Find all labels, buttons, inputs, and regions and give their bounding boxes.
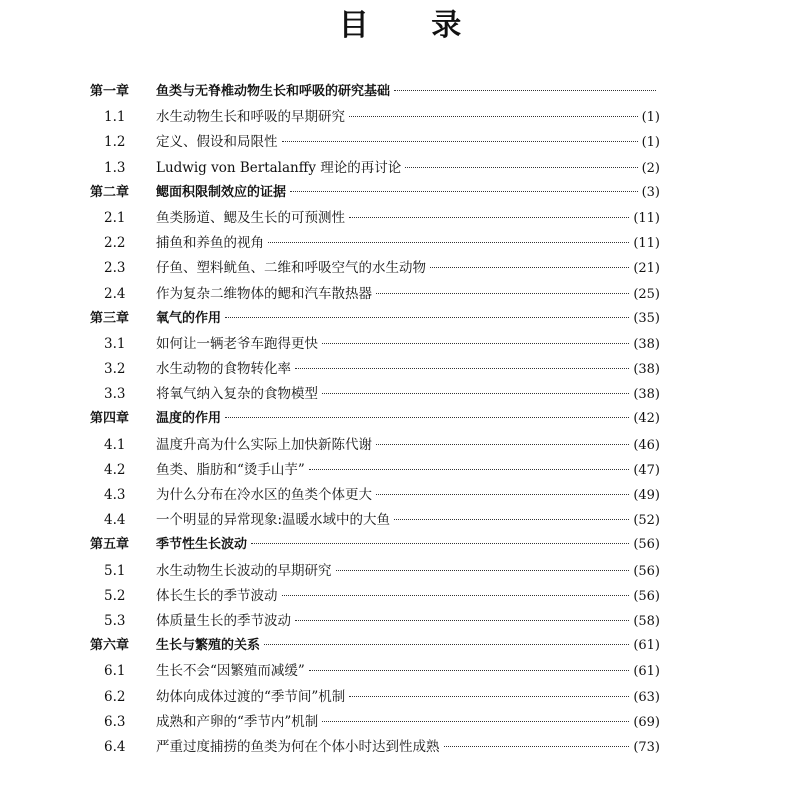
section-title: 幼体向成体过渡的“季节间”机制 (156, 688, 346, 705)
dot-leader (322, 393, 629, 394)
toc-section-row (90, 559, 660, 584)
page-number: (61) (633, 638, 660, 654)
page-number: (46) (633, 437, 660, 453)
dot-leader (251, 543, 629, 544)
dot-leader (376, 494, 629, 495)
chapter-number: 第二章 (90, 184, 130, 200)
section-title: 水生动物的食物转化率 (156, 361, 291, 378)
section-number: 6.2 (104, 688, 126, 705)
toc-section-row (90, 710, 660, 735)
page-title: 目 录 (338, 8, 488, 43)
page-number: (52) (633, 513, 660, 529)
section-number: 2.1 (104, 209, 126, 226)
page-number: (11) (633, 210, 660, 226)
page-number: (56) (633, 563, 660, 579)
page-number: (1) (641, 135, 660, 151)
page-number: (47) (633, 462, 660, 478)
chapter-number: 第六章 (90, 638, 130, 654)
section-title: 水生动物生长波动的早期研究 (156, 562, 332, 579)
toc-section-row (90, 282, 660, 307)
dot-leader (349, 217, 629, 218)
section-number: 4.3 (104, 487, 126, 503)
section-title: 捕鱼和养鱼的视角 (156, 235, 264, 252)
dot-leader (376, 293, 629, 294)
section-number: 6.3 (104, 713, 126, 730)
dot-leader (295, 620, 629, 621)
dot-leader (376, 444, 629, 445)
dot-leader (225, 317, 629, 318)
chapter-title: 生长与繁殖的关系 (156, 638, 261, 654)
page-number: (49) (633, 488, 660, 503)
section-number: 6.4 (104, 738, 126, 755)
toc-section-row (90, 357, 660, 382)
section-title: 为什么分布在冷水区的鱼类个体更大 (156, 487, 372, 503)
toc-section-row (90, 458, 660, 483)
dot-leader (394, 519, 629, 520)
section-title: 鱼类、脂肪和“烫手山芋” (156, 461, 305, 478)
page-number: (11) (633, 236, 660, 252)
chapter-number: 第五章 (90, 537, 130, 553)
dot-leader (322, 343, 629, 344)
dot-leader (282, 141, 638, 142)
toc-section-row (90, 130, 660, 155)
section-number: 3.1 (104, 335, 126, 352)
toc-section-row (90, 382, 660, 407)
dot-leader (349, 696, 629, 697)
section-title: 定义、假设和局限性 (156, 134, 278, 151)
toc-section-row (90, 156, 660, 181)
section-title: 生长不会“因繁殖而减缓” (156, 663, 305, 680)
dot-leader (405, 167, 637, 168)
section-title: Ludwig von Bertalanffy 理论的再讨论 (156, 159, 402, 176)
dot-leader (336, 570, 630, 571)
section-title: 水生动物生长和呼吸的早期研究 (156, 109, 345, 126)
chapter-number: 第四章 (90, 411, 130, 427)
section-number: 1.2 (104, 134, 126, 151)
chapter-number: 第一章 (90, 84, 130, 99)
toc-chapter-row (90, 80, 660, 105)
section-title: 如何让一辆老爷车跑得更快 (156, 335, 318, 352)
toc-chapter-row (90, 533, 660, 558)
chapter-title: 鳃面积限制效应的证据 (156, 184, 287, 200)
dot-leader (394, 90, 656, 91)
toc-chapter-row (90, 634, 660, 659)
section-number: 5.1 (104, 562, 126, 579)
toc-section-row (90, 231, 660, 256)
dot-leader (322, 721, 629, 722)
dot-leader (225, 417, 629, 418)
toc-section-row (90, 332, 660, 357)
page-number: (1) (641, 110, 660, 126)
section-title: 仔鱼、塑料鱿鱼、二维和呼吸空气的水生动物 (156, 260, 426, 277)
section-number: 6.1 (104, 663, 126, 680)
chapter-title: 温度的作用 (156, 411, 222, 427)
toc-chapter-row (90, 181, 660, 206)
dot-leader (309, 469, 630, 470)
section-title: 严重过度捕捞的鱼类为何在个体小时达到性成熟 (156, 738, 440, 755)
page-number: (58) (633, 613, 660, 629)
page-number: (73) (633, 739, 660, 755)
toc-section-row (90, 508, 660, 533)
toc-section-row (90, 105, 660, 130)
dot-leader (309, 670, 630, 671)
page-number: (61) (633, 664, 660, 680)
section-title: 成熟和产卵的“季节内”机制 (156, 713, 319, 730)
section-title: 一个明显的异常现象:温暖水域中的大鱼 (156, 512, 391, 529)
toc-section-row (90, 433, 660, 458)
chapter-number: 第三章 (90, 310, 130, 326)
toc-section-row (90, 735, 660, 760)
dot-leader (444, 746, 630, 747)
dot-leader (268, 242, 629, 243)
section-number: 4.4 (104, 512, 126, 529)
dot-leader (290, 191, 638, 192)
dot-leader (349, 116, 638, 117)
page-number: (69) (633, 714, 660, 730)
toc-section-row (90, 483, 660, 508)
dot-leader (282, 595, 630, 596)
toc-section-row (90, 584, 660, 609)
section-number: 1.1 (104, 109, 126, 126)
section-title: 体质量生长的季节波动 (156, 612, 291, 629)
toc-chapter-row (90, 307, 660, 332)
chapter-title: 氧气的作用 (156, 310, 222, 326)
page-number: (21) (633, 261, 660, 277)
toc-section-row (90, 256, 660, 281)
page-number: (3) (641, 184, 660, 200)
toc-section-row (90, 659, 660, 684)
toc-section-row (90, 685, 660, 710)
page-number: (38) (633, 336, 660, 352)
page-number: (25) (633, 286, 660, 302)
chapter-title: 季节性生长波动 (156, 537, 248, 553)
section-number: 5.2 (104, 587, 126, 604)
section-title: 作为复杂二维物体的鳃和汽车散热器 (156, 285, 372, 302)
section-number: 1.3 (104, 159, 126, 176)
dot-leader (295, 368, 629, 369)
dot-leader (264, 644, 629, 645)
page-number: (2) (641, 160, 660, 176)
section-number: 4.1 (104, 436, 126, 453)
section-title: 将氧气纳入复杂的食物模型 (156, 386, 318, 403)
toc-chapter-row (90, 407, 660, 432)
section-number: 5.3 (104, 612, 126, 629)
page-number: (38) (633, 387, 660, 403)
chapter-title: 鱼类与无脊椎动物生长和呼吸的研究基础 (156, 84, 391, 99)
page-number: (35) (633, 310, 660, 326)
page-number: (63) (633, 689, 660, 705)
toc-section-row (90, 609, 660, 634)
section-number: 2.3 (104, 260, 126, 277)
page-number: (42) (633, 411, 660, 427)
table-of-contents (90, 80, 660, 760)
section-number: 3.2 (104, 361, 126, 378)
page-number: (38) (633, 362, 660, 378)
section-title: 鱼类肠道、鳃及生长的可预测性 (156, 209, 345, 226)
section-number: 2.4 (104, 285, 126, 302)
section-title: 体长生长的季节波动 (156, 587, 278, 604)
section-title: 温度升高为什么实际上加快新陈代谢 (156, 436, 372, 453)
section-number: 3.3 (104, 386, 126, 403)
dot-leader (430, 267, 629, 268)
toc-section-row (90, 206, 660, 231)
section-number: 2.2 (104, 235, 126, 252)
page-number: (56) (633, 537, 660, 553)
section-number: 4.2 (104, 461, 126, 478)
page-number: (56) (633, 588, 660, 604)
